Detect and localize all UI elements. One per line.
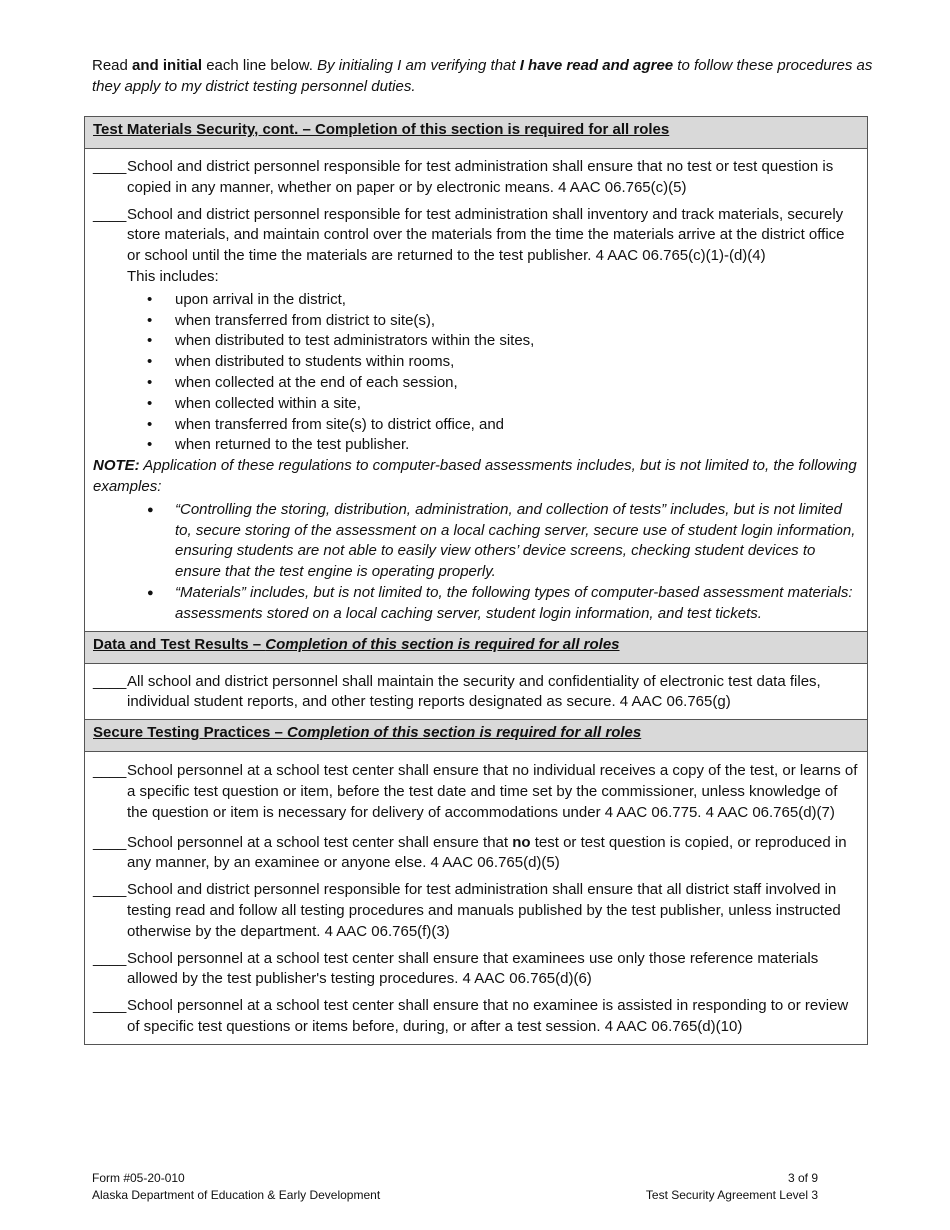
agreement-line [93,205,859,267]
agreement-table [84,116,868,1045]
footer-left [92,1170,380,1204]
heading-italic: Completion of this section is required for all roles [265,635,620,653]
initial-blank[interactable]: ____ [93,205,127,223]
instr-bold: and initial [132,57,203,74]
instr-italic: to follow these procedures as they apply to my district testing personnel duties. [92,57,873,95]
agreement-line [93,672,859,714]
agreement-line [93,157,859,199]
initial-blank[interactable]: ____ [93,949,127,967]
page-number: 3 of 9 [787,1171,818,1185]
agreement-text: School personnel at a school test center shall ensure that no individual receives a copy of the test, or learns of a specific test question or item, before the test date and time set by the commissioner, unless knowledge of the question or item is necessary for delivery of accommodations under 4 AAC 06.775. 4 AAC 06.765(d)(7) [127,762,858,821]
list-item: • when transferred from site(s) to district office, and [93,415,859,436]
agreement-text: School personnel at a school test center shall ensure that no examinee is assisted in responding to or review of specific test questions or items before, during, or after a test session. 4 AAC 06.765(d)(10) [127,997,849,1035]
list-item: • when collected within a site, [93,394,859,415]
agreement-line [93,996,859,1038]
initial-blank[interactable]: ____ [93,762,127,780]
agreement-text: All school and district personnel shall maintain the security and confidentiality of electronic test data files, individual student reports, and other testing reports designated as secure. 4 AAC 06.765(g) [127,672,821,711]
document-title: Test Security Agreement Level 3 [645,1188,818,1202]
instr-italic: By initialing I am verifying that [317,57,520,74]
includes-label: This includes: [127,267,219,285]
agreement-line [93,761,859,823]
agreement-line [93,833,859,875]
initial-blank[interactable]: ____ [93,881,127,899]
note-label: NOTE: [93,457,140,475]
instr-bold-italic: I have read and agree [519,57,674,74]
heading-text: Test Materials Security, cont. – Completion of this section is required for all roles [93,121,670,138]
note-text: Application of these regulations to computer-based assessments includes, but is not limited to, the following examples: [93,457,857,495]
section-heading-materials [85,117,867,149]
list-item: • upon arrival in the district, [93,290,859,311]
includes-list [93,290,859,456]
section-data-results [85,664,867,721]
section-secure-testing [85,752,867,1044]
note-list [93,500,859,625]
list-item: • when returned to the test publisher. [93,435,859,456]
form-number: Form #05-20-010 [92,1171,185,1185]
instr-text: each line below. [202,57,318,74]
footer-right [646,1170,818,1204]
agreement-line [93,949,859,991]
agreement-line [93,880,859,942]
department-name: Alaska Department of Education & Early Development [92,1188,381,1202]
initial-blank[interactable]: ____ [93,997,127,1015]
heading-text: Secure Testing Practices – [93,724,287,742]
agreement-text: School personnel at a school test center shall ensure that examinees use only those reference materials allowed by the test publisher's testing procedures. 4 AAC 06.765(d)(6) [127,949,819,988]
instructions [92,56,892,98]
agreement-text: School and district personnel responsible for test administration shall ensure that no test or test question is copied in any manner, whether on paper or by electronic means. 4 AAC 06.765(c)(5) [127,158,834,196]
list-item: • when distributed to students within rooms, [93,352,859,373]
section-heading-secure-testing [85,720,867,752]
list-item: ● “Materials” includes, but is not limited to, the following types of computer-based assessment materials: assessments stored on a local caching server, student login information, and test tickets. [93,583,859,625]
heading-italic: Completion of this section is required for all roles [286,724,642,742]
list-item: ● “Controlling the storing, distribution, administration, and collection of tests” includes, but is not limited to, secure storing of the assessment on a local caching server, secure use of student login information, ensuring students are not able to easily view others’ device screens, checking student devices to ensure that the test engine is operating properly. [93,500,859,583]
instr-text: Read [92,57,133,74]
list-item: • when transferred from district to site(s), [93,311,859,332]
agreement-text: School personnel at a school test center shall ensure that no test or test question is copied, or reproduced in any manner, by an examinee or anyone else. 4 AAC 06.765(d)(5) [127,833,847,872]
list-item: • when collected at the end of each session, [93,373,859,394]
section-heading-data-results [85,632,867,664]
section-materials [85,149,867,632]
initial-blank[interactable]: ____ [93,833,127,851]
heading-text: Data and Test Results – [93,635,266,653]
initial-blank[interactable]: ____ [93,158,127,175]
initial-blank[interactable]: ____ [93,672,127,690]
agreement-text: School and district personnel responsible for test administration shall inventory and track materials, securely store materials, and maintain control over the materials from the time the materials arrive at the district office or school until the time the materials are returned to the test publisher. 4 AAC 06.765(c)(1)-(d)(4) [127,205,845,265]
list-item: • when distributed to test administrators within the sites, [93,331,859,352]
note [93,456,859,498]
agreement-text: School and district personnel responsible for test administration shall ensure that all district staff involved in testing read and follow all testing procedures and manuals published by the test publisher, unless instructed otherwise by the department. 4 AAC 06.765(f)(3) [127,881,841,940]
